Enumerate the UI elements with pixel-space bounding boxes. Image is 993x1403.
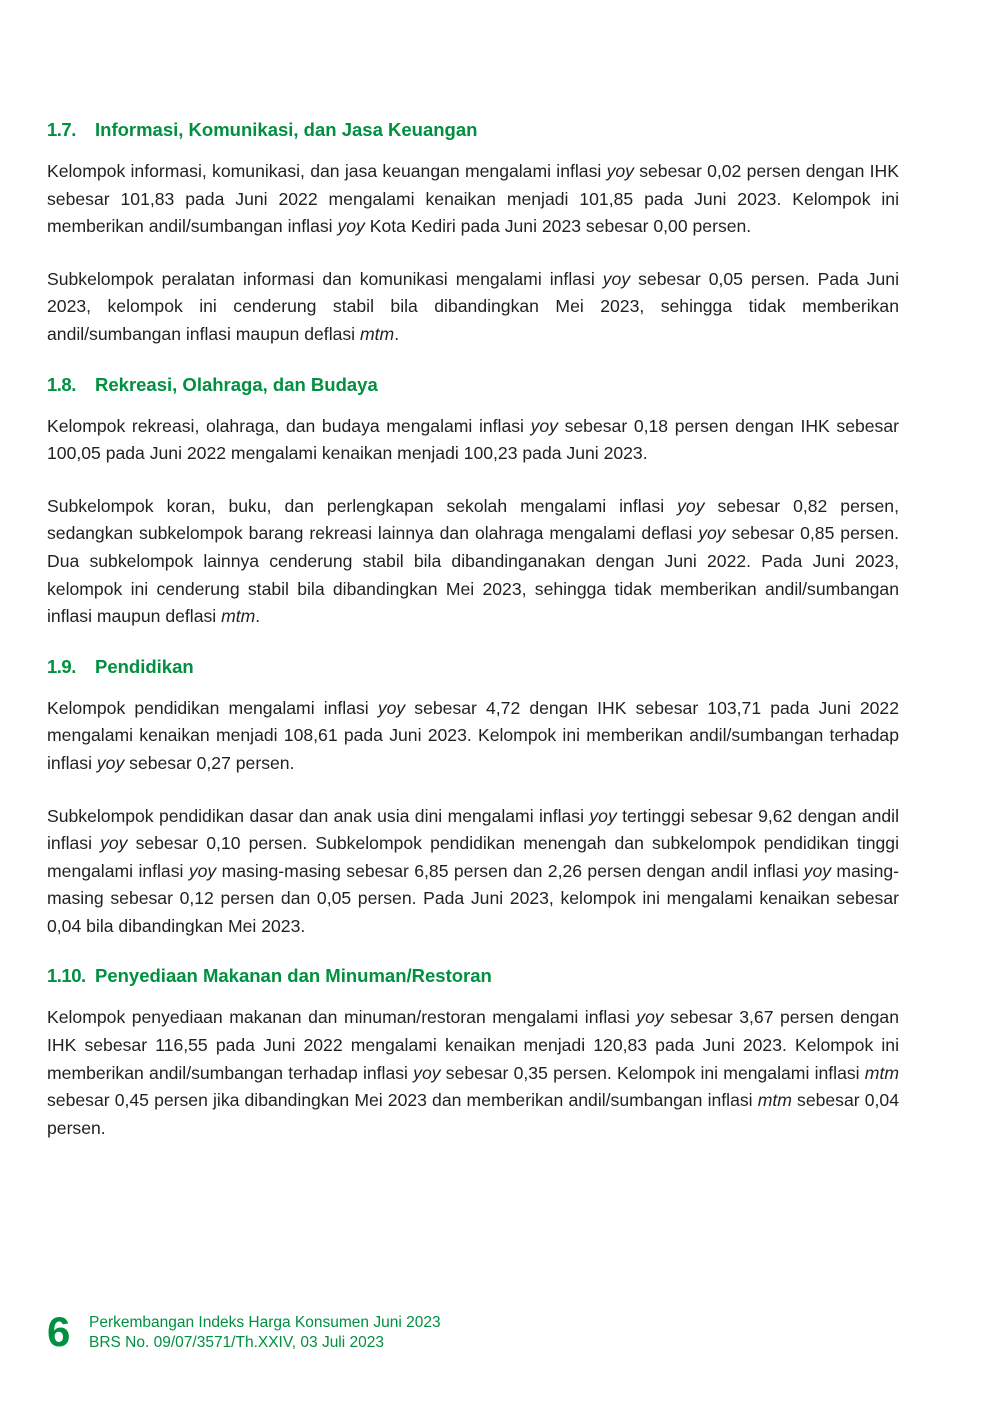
paragraph: Kelompok rekreasi, olahraga, dan budaya mengalami inflasi yoy sebesar 0,18 persen dengan IHK sebesar 100,05 pada Juni 2022 mengalami kenaikan menjadi 100,23 pada Juni 2023. bbox=[47, 415, 899, 464]
section-title: Pendidikan bbox=[95, 655, 194, 677]
section-heading bbox=[47, 962, 899, 990]
section-heading bbox=[47, 653, 899, 681]
paragraph: Subkelompok koran, buku, dan perlengkapan sekolah mengalami inflasi yoy sebesar 0,82 persen, sedangkan subkelompok barang rekreasi lainnya dan olahraga mengalami deflasi yoy sebesar 0,85 persen. Dua subkelompok lainnya cenderung stabil bila dibandinganakan dengan Juni 2022. Pada Juni 2023, kelompok ini cenderung stabil bila dibandingkan Mei 2023, sehingga tidak memberikan andil/sumbangan inflasi maupun deflasi mtm. bbox=[47, 495, 899, 627]
section-title: Rekreasi, Olahraga, dan Budaya bbox=[95, 373, 378, 395]
paragraph: Kelompok pendidikan mengalami inflasi yoy sebesar 4,72 dengan IHK sebesar 103,71 pada Juni 2022 mengalami kenaikan menjadi 108,61 pada Juni 2023. Kelompok ini memberikan andil/sumbangan terhadap inflasi yoy sebesar 0,27 persen. bbox=[47, 697, 899, 773]
page-footer bbox=[47, 1308, 441, 1356]
section-heading bbox=[47, 371, 899, 399]
paragraph: Kelompok informasi, komunikasi, dan jasa keuangan mengalami inflasi yoy sebesar 0,02 persen dengan IHK sebesar 101,83 pada Juni 2022 mengalami kenaikan menjadi 101,85 pada Juni 2023. Kelompok ini memberikan andil/sumbangan inflasi yoy Kota Kediri pada Juni 2023 sebesar 0,00 persen. bbox=[47, 161, 900, 237]
footer-publication-number: BRS No. 09/07/3571/Th.XXIV, 03 Juli 2023 bbox=[89, 1334, 384, 1351]
paragraph: Subkelompok peralatan informasi dan komunikasi mengalami inflasi yoy sebesar 0,05 persen. Pada Juni 2023, kelompok ini cenderung stabil bila dibandingkan Mei 2023, sehingga tidak memberikan andil/sumbangan inflasi maupun deflasi mtm. bbox=[47, 268, 900, 344]
section-number: 1.10. bbox=[47, 965, 86, 987]
section-title: Penyediaan Makanan dan Minuman/Restoran bbox=[95, 965, 492, 987]
section-heading bbox=[47, 116, 899, 144]
paragraph: Kelompok penyediaan makanan dan minuman/restoran mengalami inflasi yoy sebesar 3,67 persen dengan IHK sebesar 116,55 pada Juni 2022 mengalami kenaikan menjadi 120,83 pada Juni 2023. Kelompok ini memberikan andil/sumbangan terhadap inflasi yoy sebesar 0,35 persen. Kelompok ini mengalami inflasi mtm sebesar 0,45 persen jika dibandingkan Mei 2023 dan memberikan andil/sumbangan inflasi mtm sebesar 0,04 persen. bbox=[47, 1007, 900, 1138]
footer-publication-title: Perkembangan Indeks Harga Konsumen Juni 2023 bbox=[89, 1314, 441, 1331]
section-number: 1.9. bbox=[47, 655, 76, 677]
section-number: 1.7. bbox=[47, 119, 76, 140]
paragraph: Subkelompok pendidikan dasar dan anak usia dini mengalami inflasi yoy tertinggi sebesar 9,62 dengan andil inflasi yoy sebesar 0,10 persen. Subkelompok pendidikan menengah dan subkelompok pendidikan tinggi mengalami inflasi yoy masing-masing sebesar 6,85 persen dan 2,26 persen dengan andil inflasi yoy masing-masing sebesar 0,12 persen dan 0,05 persen. Pada Juni 2023, kelompok ini mengalami kenaikan sebesar 0,04 bila dibandingkan Mei 2023. bbox=[47, 805, 899, 936]
footer-text bbox=[89, 1308, 441, 1353]
page-number: 6 bbox=[47, 1308, 71, 1355]
section-title: Informasi, Komunikasi, dan Jasa Keuangan bbox=[95, 119, 478, 140]
section-number: 1.8. bbox=[47, 373, 76, 395]
document-body bbox=[47, 116, 899, 1167]
